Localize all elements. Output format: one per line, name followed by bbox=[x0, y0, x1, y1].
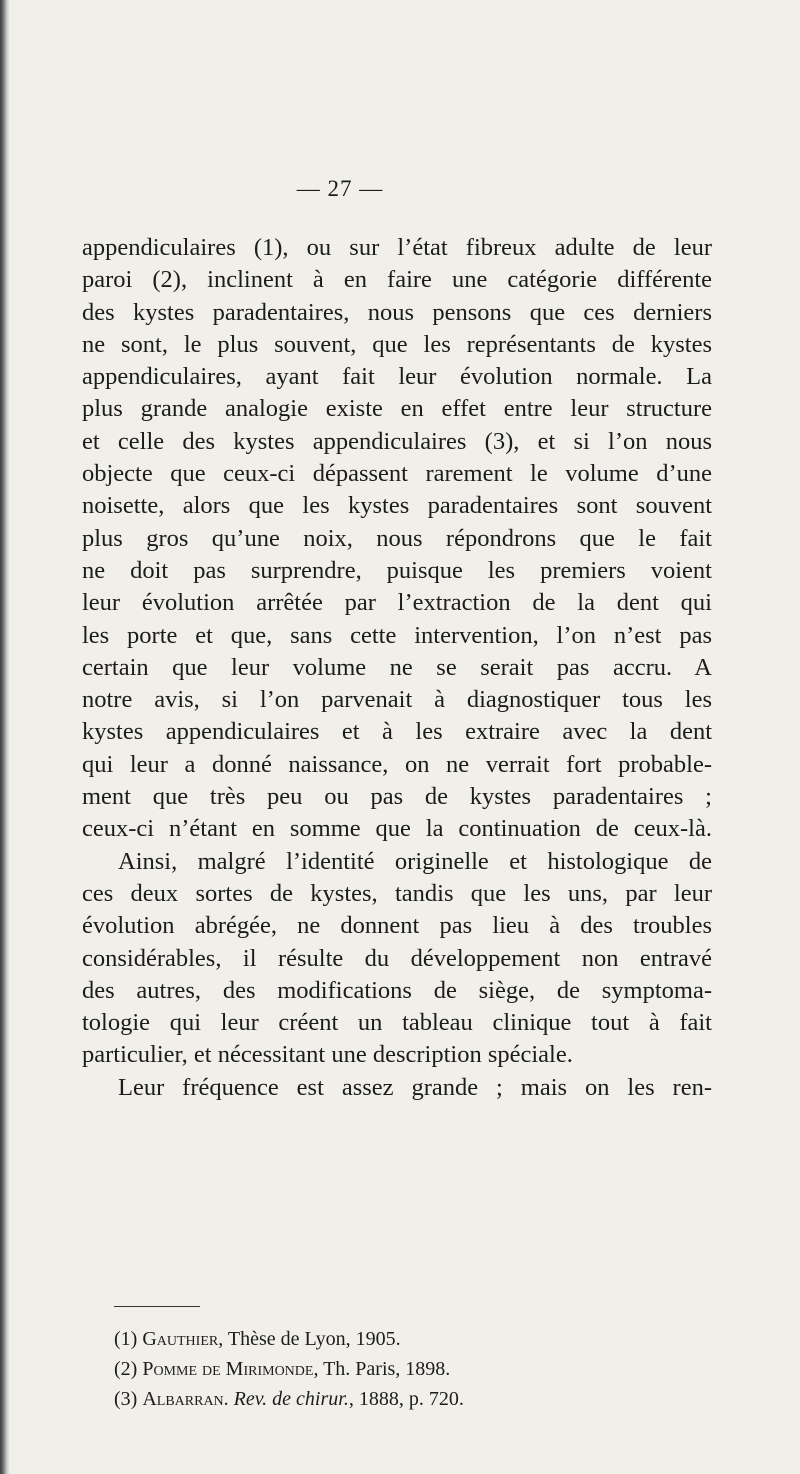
footnote-1 bbox=[114, 1324, 714, 1354]
footnote-author: Gauthier bbox=[142, 1328, 219, 1350]
body-line: ces deux sortes de kystes, tandis que les uns, par leur bbox=[82, 879, 712, 907]
body-line: kystes appendiculaires et à les extraire avec la dent bbox=[82, 718, 712, 746]
body-line: considérables, il résulte du développement non entravé bbox=[82, 944, 712, 972]
body-line-paragraph-end: particulier, et nécessitant une description spéciale. bbox=[82, 1041, 573, 1069]
body-line: paroi (2), inclinent à en faire une catégorie différente bbox=[82, 266, 712, 294]
page-number: — 27 — bbox=[296, 176, 384, 201]
body-line: leur évolution arrêtée par l’extraction de la dent qui bbox=[82, 589, 712, 617]
footnote-marker: (3) bbox=[114, 1388, 138, 1410]
footnote-3 bbox=[114, 1384, 714, 1414]
body-line: et celle des kystes appendiculaires (3), et si l’on nous bbox=[82, 427, 712, 455]
body-line: plus gros qu’une noix, nous répondrons que le fait bbox=[82, 524, 712, 552]
body-line: tologie qui leur créent un tableau clinique tout à fait bbox=[82, 1009, 712, 1037]
body-line: évolution abrégée, ne donnent pas lieu à des troubles bbox=[82, 912, 712, 940]
footnotes bbox=[114, 1324, 714, 1414]
body-line: ne doit pas surprendre, puisque les premiers voient bbox=[82, 556, 712, 584]
footnote-2 bbox=[114, 1354, 714, 1384]
body-line: ceux-ci n’étant en somme que la continuation de ceux-là. bbox=[82, 815, 712, 843]
body-line: appendiculaires (1), ou sur l’état fibreux adulte de leur bbox=[82, 234, 712, 261]
footnote-journal: Rev. de chirur. bbox=[233, 1388, 349, 1410]
body-line: objecte que ceux-ci dépassent rarement le volume d’une bbox=[82, 460, 712, 488]
footnote-separator bbox=[114, 1306, 200, 1307]
footnote-reference: , Thèse de Lyon, 1905. bbox=[218, 1328, 401, 1350]
footnote-marker: (2) bbox=[114, 1358, 138, 1380]
body-line-paragraph-start: Leur fréquence est assez grande ; mais on les ren- bbox=[118, 1073, 712, 1101]
body-line: les porte et que, sans cette intervention, l’on n’est pas bbox=[82, 621, 712, 649]
footnote-reference: , Th. Paris, 1898. bbox=[313, 1358, 451, 1380]
footnote-punctuation: . bbox=[223, 1388, 234, 1410]
body-line: notre avis, si l’on parvenait à diagnostiquer tous les bbox=[82, 686, 712, 714]
body-line: ment que très peu ou pas de kystes paradentaires ; bbox=[82, 783, 712, 811]
footnote-marker: (1) bbox=[114, 1328, 138, 1350]
footnote-author: Albarran bbox=[142, 1388, 224, 1410]
body-text bbox=[82, 232, 712, 1104]
body-line-paragraph-start: Ainsi, malgré l’identité originelle et histologique de bbox=[118, 847, 712, 875]
body-line: appendiculaires, ayant fait leur évolution normale. La bbox=[82, 363, 712, 391]
body-line: plus grande analogie existe en effet entre leur structure bbox=[82, 395, 712, 423]
body-line: noisette, alors que les kystes paradentaires sont souvent bbox=[82, 492, 712, 520]
footnote-author: Pomme de Mirimonde bbox=[142, 1358, 314, 1380]
body-line: certain que leur volume ne se serait pas accru. A bbox=[82, 653, 712, 681]
body-line: des autres, des modifications de siège, de symptoma- bbox=[82, 976, 712, 1004]
body-line: ne sont, le plus souvent, que les représentants de kystes bbox=[82, 330, 712, 358]
footnote-reference: , 1888, p. 720. bbox=[348, 1388, 464, 1410]
body-line: des kystes paradentaires, nous pensons que ces derniers bbox=[82, 298, 712, 326]
body-line: qui leur a donné naissance, on ne verrait fort probable- bbox=[82, 750, 712, 778]
page-binding-edge bbox=[0, 0, 10, 1474]
